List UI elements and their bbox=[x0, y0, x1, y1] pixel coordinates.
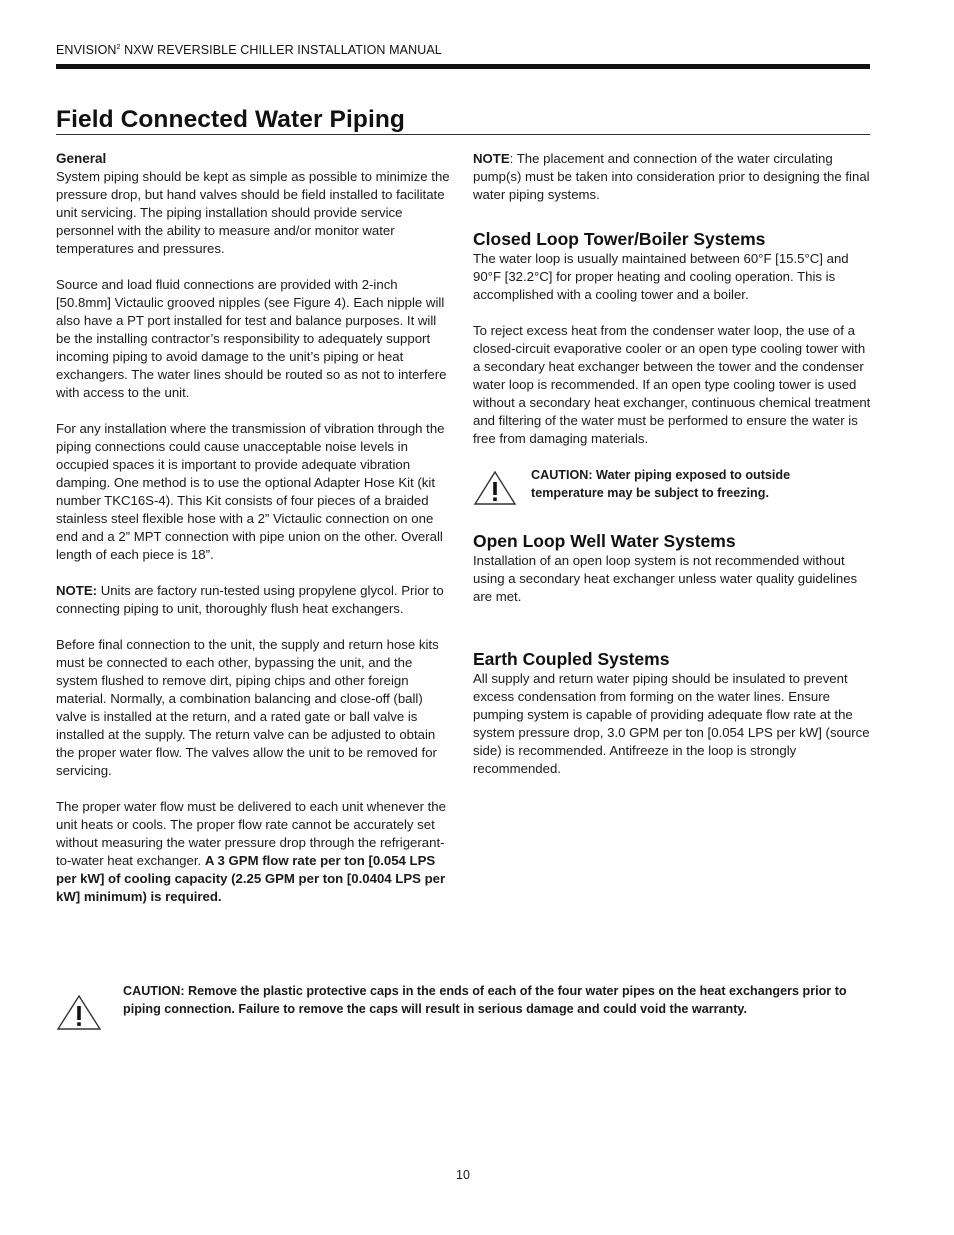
manual-header bbox=[56, 43, 442, 57]
left-column bbox=[56, 150, 454, 924]
pump-note bbox=[473, 150, 873, 204]
earth-coupled-paragraph: All supply and return water piping should be insulated to prevent excess condensation from forming on the water lines. Ensure pumping system is capable of providing adequate flow rate at the system pressure drop, 3.0 GPM per ton [0.054 LPS per kW] (source side) is recommended. Antifreeze in the loop is strongly recommended. bbox=[473, 671, 870, 776]
closed-loop-heading: Closed Loop Tower/Boiler Systems bbox=[473, 229, 766, 249]
note-label: NOTE bbox=[473, 151, 510, 166]
caps-caution bbox=[56, 982, 870, 1042]
page-number: 10 bbox=[456, 1168, 470, 1182]
right-column bbox=[473, 150, 873, 796]
warning-triangle-icon bbox=[473, 470, 517, 506]
page-title: Field Connected Water Piping bbox=[56, 106, 405, 133]
caution-text: CAUTION: Water piping exposed to outside temperature may be subject to freezing. bbox=[531, 468, 791, 500]
general-paragraph-3: For any installation where the transmission of vibration through the piping connections could cause unacceptable noise levels in occupied spaces it is important to provide adequate vibration damping. One method is to use the optional Adapter Hose Kit (kit number TKC16S-4). This Kit consists of four pieces of a braided stainless steel flexible hose with a 2” Victaulic connection on one end and a 2” MPT connection with pipe union on the other. Overall length of each piece is 18”. bbox=[56, 421, 445, 562]
header-superscript: 2 bbox=[116, 44, 121, 51]
title-rule bbox=[56, 134, 870, 135]
note-text: Units are factory run-tested using propylene glycol. Prior to connecting piping to unit, thoroughly flush heat exchangers. bbox=[56, 583, 444, 616]
open-loop-paragraph: Installation of an open loop system is not recommended without using a secondary heat exchanger unless water quality guidelines are met. bbox=[473, 553, 858, 604]
closed-loop-paragraph-1: The water loop is usually maintained between 60°F [15.5°C] and 90°F [32.2°C] for proper heating and cooling operation. This is accomplished with a cooling tower and a boiler. bbox=[473, 251, 849, 302]
note-text: : The placement and connection of the water circulating pump(s) must be taken into consideration prior to designing the final water piping systems. bbox=[473, 151, 870, 202]
general-paragraph-5 bbox=[56, 798, 454, 906]
header-brand: ENVISION bbox=[56, 43, 117, 57]
general-paragraph-2: Source and load fluid connections are provided with 2-inch [50.8mm] Victaulic grooved nipples (see Figure 4). Each nipple will also have a PT port installed for test and balance purposes. It will be the installing contractor’s responsibility to adequately support incoming piping to avoid damage to the unit’s piping or heat exchangers. The water lines should be routed so as not to interfere with access to the unit. bbox=[56, 277, 447, 400]
flow-text: The proper water flow must be delivered to each unit whenever the unit heats or cools. The proper flow rate cannot be accurately set without measuring the water pressure drop through the refrigerant-to-water heat exchanger. bbox=[56, 799, 446, 868]
flow-requirement: A 3 GPM flow rate per ton [0.054 LPS per kW] of cooling capacity (2.25 GPM per ton [0.0404 LPS per kW] minimum) is required. bbox=[56, 853, 446, 904]
earth-coupled-heading: Earth Coupled Systems bbox=[473, 649, 670, 669]
closed-loop-paragraph-2: To reject excess heat from the condenser water loop, the use of a closed-circuit evaporative cooler or an open type cooling tower with a secondary heat exchanger between the tower and the condenser water loop is recommended. If an open type cooling tower is used without a secondary heat exchanger, continuous chemical treatment and filtering of the water must be performed to ensure the water is free from damaging materials. bbox=[473, 323, 871, 446]
warning-triangle-icon bbox=[56, 994, 102, 1031]
open-loop-heading: Open Loop Well Water Systems bbox=[473, 531, 736, 551]
header-rule bbox=[56, 64, 870, 69]
general-heading: General bbox=[56, 151, 107, 166]
header-rest: NXW REVERSIBLE CHILLER INSTALLATION MANUAL bbox=[120, 43, 442, 57]
caution-text: CAUTION: Remove the plastic protective caps in the ends of each of the four water pipes on the heat exchangers prior to piping connection. Failure to remove the caps will result in serious damage and could void the warranty. bbox=[123, 984, 847, 1016]
glycol-note bbox=[56, 582, 454, 618]
general-paragraph-4: Before final connection to the unit, the supply and return hose kits must be connected to each other, bypassing the unit, and the system flushed to remove dirt, piping chips and other foreign material. Normally, a combination balancing and close-off (ball) valve is installed at the return, and a rated gate or ball valve is installed at the supply. The return valve can be adjusted to obtain the proper water flow. The valves allow the unit to be removed for servicing. bbox=[56, 637, 439, 778]
freezing-caution bbox=[473, 466, 873, 510]
note-label: NOTE: bbox=[56, 583, 98, 598]
general-paragraph-1: System piping should be kept as simple as possible to minimize the pressure drop, but hand valves should be field installed to facilitate unit servicing. The piping installation should provide service personnel with the ability to measure and/or monitor water temperatures and pressures. bbox=[56, 169, 450, 256]
